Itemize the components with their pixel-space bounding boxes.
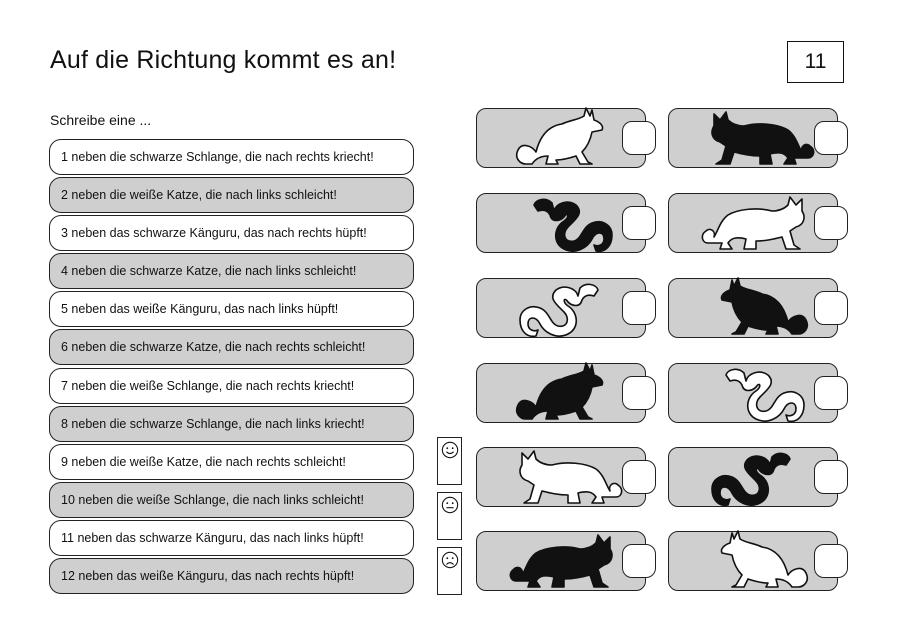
animal-panel bbox=[668, 278, 848, 340]
answer-slot[interactable] bbox=[814, 376, 848, 410]
sentence-list bbox=[49, 139, 414, 596]
answer-slot[interactable] bbox=[622, 460, 656, 494]
instruction: Schreibe eine ... bbox=[50, 112, 152, 128]
animal-panel bbox=[668, 363, 848, 425]
animal-panel bbox=[476, 363, 656, 425]
sentence-row: 9 neben die weiße Katze, die nach rechts schleicht! bbox=[49, 444, 414, 480]
answer-slot[interactable] bbox=[814, 206, 848, 240]
snake-icon bbox=[506, 276, 626, 342]
animal-panel bbox=[476, 108, 656, 170]
cat-icon bbox=[698, 191, 818, 257]
animal-panel bbox=[668, 193, 848, 255]
animal-panel bbox=[476, 193, 656, 255]
animal-panel bbox=[668, 108, 848, 170]
animal-panel bbox=[476, 278, 656, 340]
neutral-face-box[interactable] bbox=[437, 492, 462, 540]
kangaroo-icon bbox=[506, 361, 626, 427]
sentence-row: 3 neben das schwarze Känguru, das nach rechts hüpft! bbox=[49, 215, 414, 251]
snake-icon bbox=[698, 361, 818, 427]
cat-icon bbox=[506, 529, 626, 595]
sentence-row: 4 neben die schwarze Katze, die nach links schleicht! bbox=[49, 253, 414, 289]
sentence-row: 7 neben die weiße Schlange, die nach rechts kriecht! bbox=[49, 368, 414, 404]
happy-face-icon bbox=[441, 441, 459, 459]
animal-panel bbox=[476, 531, 656, 593]
answer-slot[interactable] bbox=[622, 544, 656, 578]
cat-icon bbox=[698, 106, 818, 172]
snake-icon bbox=[506, 191, 626, 257]
answer-slot[interactable] bbox=[814, 291, 848, 325]
answer-slot[interactable] bbox=[814, 460, 848, 494]
snake-icon bbox=[698, 445, 818, 511]
sentence-row: 1 neben die schwarze Schlange, die nach rechts kriecht! bbox=[49, 139, 414, 175]
answer-slot[interactable] bbox=[622, 206, 656, 240]
sad-face-box[interactable] bbox=[437, 547, 462, 595]
kangaroo-icon bbox=[506, 106, 626, 172]
sentence-row: 12 neben das weiße Känguru, das nach rechts hüpft! bbox=[49, 558, 414, 594]
answer-slot[interactable] bbox=[622, 121, 656, 155]
answer-slot[interactable] bbox=[622, 376, 656, 410]
answer-slot[interactable] bbox=[622, 291, 656, 325]
answer-slot[interactable] bbox=[814, 121, 848, 155]
neutral-face-icon bbox=[441, 496, 459, 514]
kangaroo-icon bbox=[698, 276, 818, 342]
cat-icon bbox=[506, 445, 626, 511]
sentence-row: 2 neben die weiße Katze, die nach links schleicht! bbox=[49, 177, 414, 213]
sad-face-icon bbox=[441, 551, 459, 569]
sentence-row: 6 neben die schwarze Katze, die nach rechts schleicht! bbox=[49, 329, 414, 365]
happy-face-box[interactable] bbox=[437, 437, 462, 485]
animal-panel bbox=[476, 447, 656, 509]
sentence-row: 5 neben das weiße Känguru, das nach links hüpft! bbox=[49, 291, 414, 327]
sentence-row: 11 neben das schwarze Känguru, das nach links hüpft! bbox=[49, 520, 414, 556]
page-title: Auf die Richtung kommt es an! bbox=[50, 46, 397, 74]
kangaroo-icon bbox=[698, 529, 818, 595]
animal-panel bbox=[668, 447, 848, 509]
sentence-row: 10 neben die weiße Schlange, die nach links schleicht! bbox=[49, 482, 414, 518]
page-number: 11 bbox=[787, 41, 844, 83]
answer-slot[interactable] bbox=[814, 544, 848, 578]
animal-panel bbox=[668, 531, 848, 593]
sentence-row: 8 neben die schwarze Schlange, die nach links kriecht! bbox=[49, 406, 414, 442]
